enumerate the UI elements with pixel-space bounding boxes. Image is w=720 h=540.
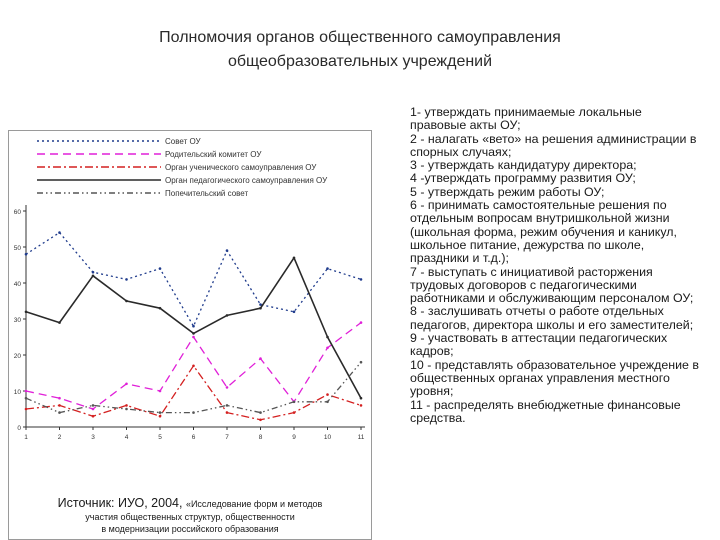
- data-point: [25, 390, 28, 393]
- data-point: [92, 275, 95, 278]
- y-tick-label: 20: [13, 353, 21, 360]
- list-item: 11 - распределять внебюджетные финансовые средства.: [410, 397, 681, 425]
- data-point: [293, 257, 296, 260]
- series-line-4: [26, 258, 361, 398]
- data-point: [326, 267, 329, 270]
- data-point: [293, 311, 296, 314]
- data-point: [226, 314, 229, 317]
- data-point: [92, 415, 95, 418]
- data-point: [226, 249, 229, 252]
- source-note-3: в модернизации российского образования: [101, 524, 279, 534]
- x-tick-label: 1: [24, 434, 28, 441]
- data-point: [360, 321, 363, 324]
- data-point: [226, 411, 229, 414]
- x-tick-label: 10: [323, 434, 332, 441]
- data-point: [159, 307, 162, 310]
- legend-label: Попечительский совет: [165, 189, 249, 198]
- source-caption: [9, 495, 371, 535]
- source-label: Источник: ИУО, 2004,: [57, 496, 183, 510]
- y-tick-label: 40: [13, 281, 21, 288]
- data-point: [159, 390, 162, 393]
- data-point: [125, 408, 128, 411]
- list-item: 2 - налагать «вето» на решения администрации в спорных случаях;: [410, 131, 697, 159]
- series-line-5: [26, 362, 361, 412]
- x-tick-label: 7: [225, 434, 229, 441]
- data-point: [326, 393, 329, 396]
- data-point: [159, 267, 162, 270]
- data-point: [192, 325, 195, 328]
- y-tick-label: 50: [13, 245, 21, 252]
- legend-label: Родительский комитет ОУ: [165, 150, 262, 159]
- data-point: [226, 404, 229, 407]
- x-tick-label: 8: [258, 434, 263, 441]
- data-point: [25, 397, 28, 400]
- data-point: [58, 404, 61, 407]
- x-tick-label: 3: [91, 434, 95, 441]
- series-line-1: [26, 233, 361, 327]
- list-item: 7 - выступать с инициативой расторжения трудовых договоров с педагогическими работниками и обслуживающим персоналом ОУ;: [410, 264, 694, 306]
- x-tick-label: 11: [357, 434, 365, 441]
- x-tick-label: 9: [292, 434, 296, 441]
- data-point: [259, 357, 262, 360]
- title-line-2: общеобразовательных учреждений: [227, 53, 493, 70]
- chart-panel: [8, 130, 372, 540]
- data-point: [25, 253, 28, 256]
- x-tick-label: 5: [158, 434, 162, 441]
- x-tick-label: 2: [57, 434, 62, 441]
- data-point: [259, 419, 262, 422]
- list-item: 9 - участвовать в аттестации педагогических кадров;: [410, 331, 668, 359]
- data-point: [192, 411, 195, 414]
- data-point: [125, 300, 128, 303]
- powers-list: [410, 106, 700, 425]
- legend-label: Совет ОУ: [165, 137, 201, 146]
- data-point: [92, 271, 95, 274]
- data-point: [25, 408, 28, 411]
- data-point: [58, 321, 61, 324]
- x-tick-label: 4: [124, 434, 129, 441]
- data-point: [58, 397, 61, 400]
- data-point: [192, 336, 195, 339]
- page-title: [0, 26, 720, 74]
- list-item: 5 - утверждать режим работы ОУ;: [410, 184, 605, 199]
- data-point: [326, 401, 329, 404]
- x-tick-label: 6: [191, 434, 196, 441]
- data-point: [159, 415, 162, 418]
- list-item: 10 - представлять образовательное учреждение в общественных органах управления местного уровня;: [410, 357, 699, 399]
- data-point: [192, 365, 195, 368]
- data-point: [125, 278, 128, 281]
- data-point: [326, 347, 329, 350]
- data-point: [360, 397, 363, 400]
- data-point: [125, 383, 128, 386]
- legend-label: Орган ученического самоуправления ОУ: [165, 163, 317, 172]
- list-item: 6 - принимать самостоятельные решения по отдельным вопросам внутришкольной жизни (школьная форма, режим обучения и каникул, школьное питание, дежурства по школе, праздники и т.д.);: [410, 198, 677, 266]
- data-point: [58, 231, 61, 234]
- data-point: [259, 411, 262, 414]
- source-note-2: участия общественных структур, общественности: [85, 512, 295, 522]
- data-point: [125, 404, 128, 407]
- data-point: [326, 336, 329, 339]
- data-point: [25, 311, 28, 314]
- data-point: [192, 332, 195, 335]
- list-item: 8 - заслушивать отчеты о работе отдельных педагогов, директора школы и его заместителей;: [410, 304, 694, 332]
- data-point: [226, 386, 229, 389]
- data-point: [92, 408, 95, 411]
- list-item: 3 - утверждать кандидатуру директора;: [410, 158, 637, 173]
- data-point: [360, 278, 363, 281]
- legend-label: Орган педагогического самоуправления ОУ: [165, 176, 328, 185]
- y-tick-label: 0: [17, 425, 21, 432]
- line-chart: [9, 131, 371, 539]
- source-note-1: «Исследование форм и методов: [185, 499, 323, 509]
- data-point: [58, 411, 61, 414]
- data-point: [293, 411, 296, 414]
- list-item: 4 -утверждать программу развития ОУ;: [410, 171, 636, 186]
- y-tick-label: 10: [13, 389, 21, 396]
- y-tick-label: 30: [13, 317, 21, 324]
- y-tick-label: 60: [13, 209, 21, 216]
- title-line-1: Полномочия органов общественного самоуправления: [159, 29, 561, 46]
- data-point: [293, 401, 296, 404]
- data-point: [360, 361, 363, 364]
- list-item: 1- утверждать принимаемые локальные правовые акты ОУ;: [410, 105, 642, 133]
- data-point: [159, 411, 162, 414]
- data-point: [92, 404, 95, 407]
- data-point: [259, 307, 262, 310]
- data-point: [360, 404, 363, 407]
